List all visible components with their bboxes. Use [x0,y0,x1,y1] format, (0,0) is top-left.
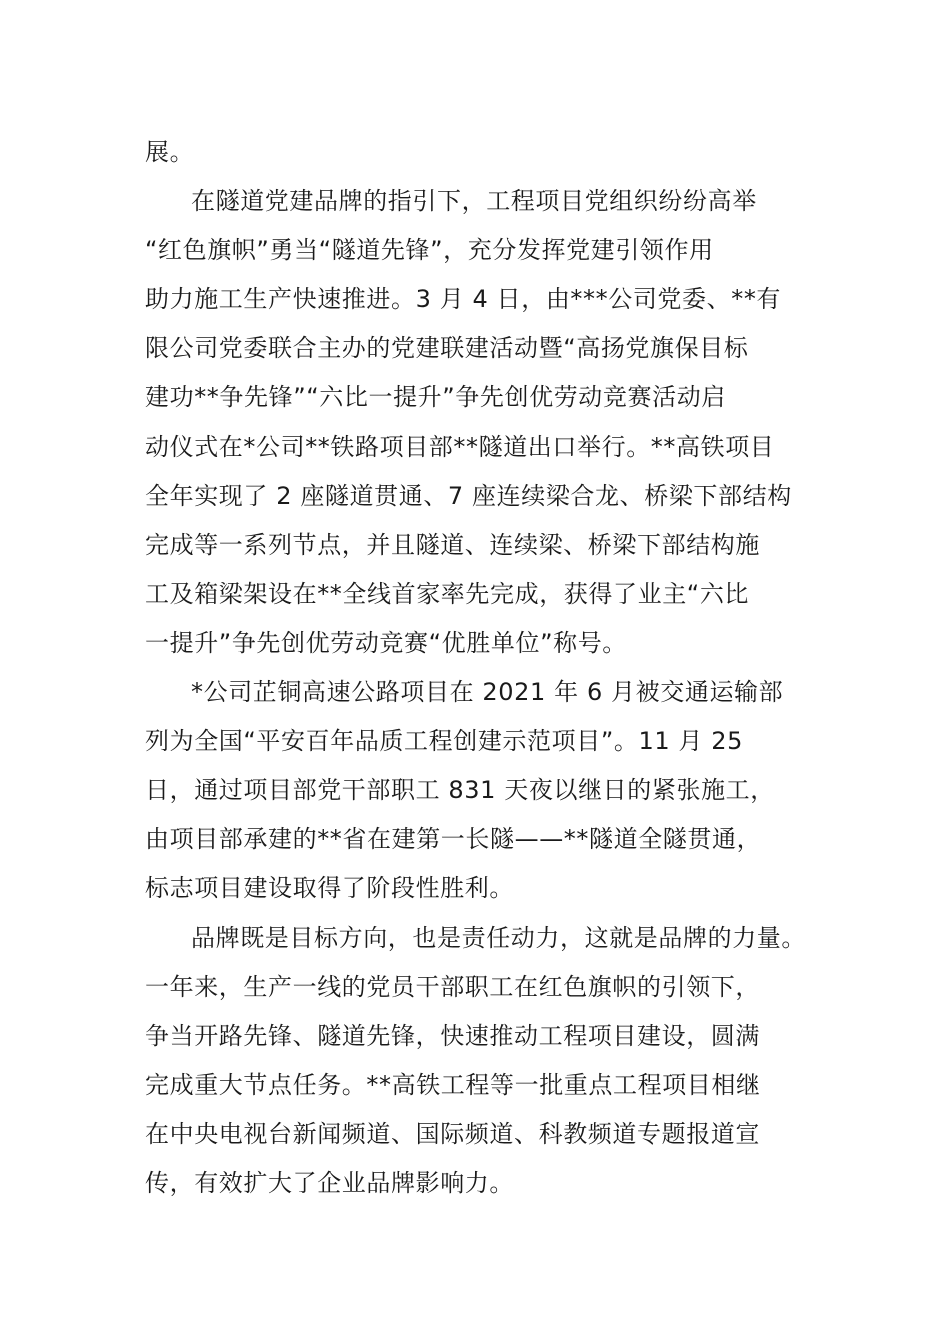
text-line: 展。 [145,138,195,166]
text-line: 日，通过项目部党干部职工 831 天夜以继日的紧张施工， [145,776,775,805]
document-body [145,128,810,1208]
text-line: 一提升”争先创优劳动竞赛“优胜单位”称号。 [145,628,627,657]
text-line: 限公司党委联合主办的党建联建活动暨“高扬党旗保目标 [145,334,749,363]
text-line: 助力施工生产快速推进。3 月 4 日，由***公司党委、**有 [145,285,782,314]
text-line: 完成等一系列节点，并且隧道、连续梁、桥梁下部结构施 [145,530,760,559]
text-line: 标志项目建设取得了阶段性胜利。 [145,874,514,903]
text-line: 争当开路先锋、隧道先锋，快速推动工程项目建设，圆满 [145,1021,760,1050]
text-line: 列为全国“平安百年品质工程创建示范项目”。11 月 25 [145,727,744,756]
paragraph-2 [145,177,810,668]
text-line: *公司芷铜高速公路项目在 2021 年 6 月被交通运输部 [191,678,784,707]
text-line: 在中央电视台新闻频道、国际频道、科教频道专题报道宣 [145,1119,760,1148]
text-line: 工及箱梁架设在**全线首家率先完成，获得了业主“六比 [145,579,750,608]
paragraph-3 [145,668,810,913]
text-line: “红色旗帜”勇当“隧道先锋”，充分发挥党建引领作用 [145,236,714,265]
text-line: 动仪式在*公司**铁路项目部**隧道出口举行。**高铁项目 [145,432,775,461]
text-line: 品牌既是目标方向，也是责任动力，这就是品牌的力量。 [191,923,806,952]
text-line: 在隧道党建品牌的指引下，工程项目党组织纷纷高举 [191,187,757,216]
text-line: 一年来，生产一线的党员干部职工在红色旗帜的引领下， [145,972,760,1001]
text-line: 建功**争先锋”“六比一提升”争先创优劳动竞赛活动启 [145,383,726,412]
text-line: 全年实现了 2 座隧道贯通、7 座连续梁合龙、桥梁下部结构 [145,481,792,510]
paragraph-4 [145,914,810,1209]
text-line: 传，有效扩大了企业品牌影响力。 [145,1168,514,1197]
text-line: 完成重大节点任务。**高铁工程等一批重点工程项目相继 [145,1070,761,1099]
text-line: 由项目部承建的**省在建第一长隧——**隧道全隧贯通， [145,825,762,854]
paragraph-1 [145,128,810,177]
